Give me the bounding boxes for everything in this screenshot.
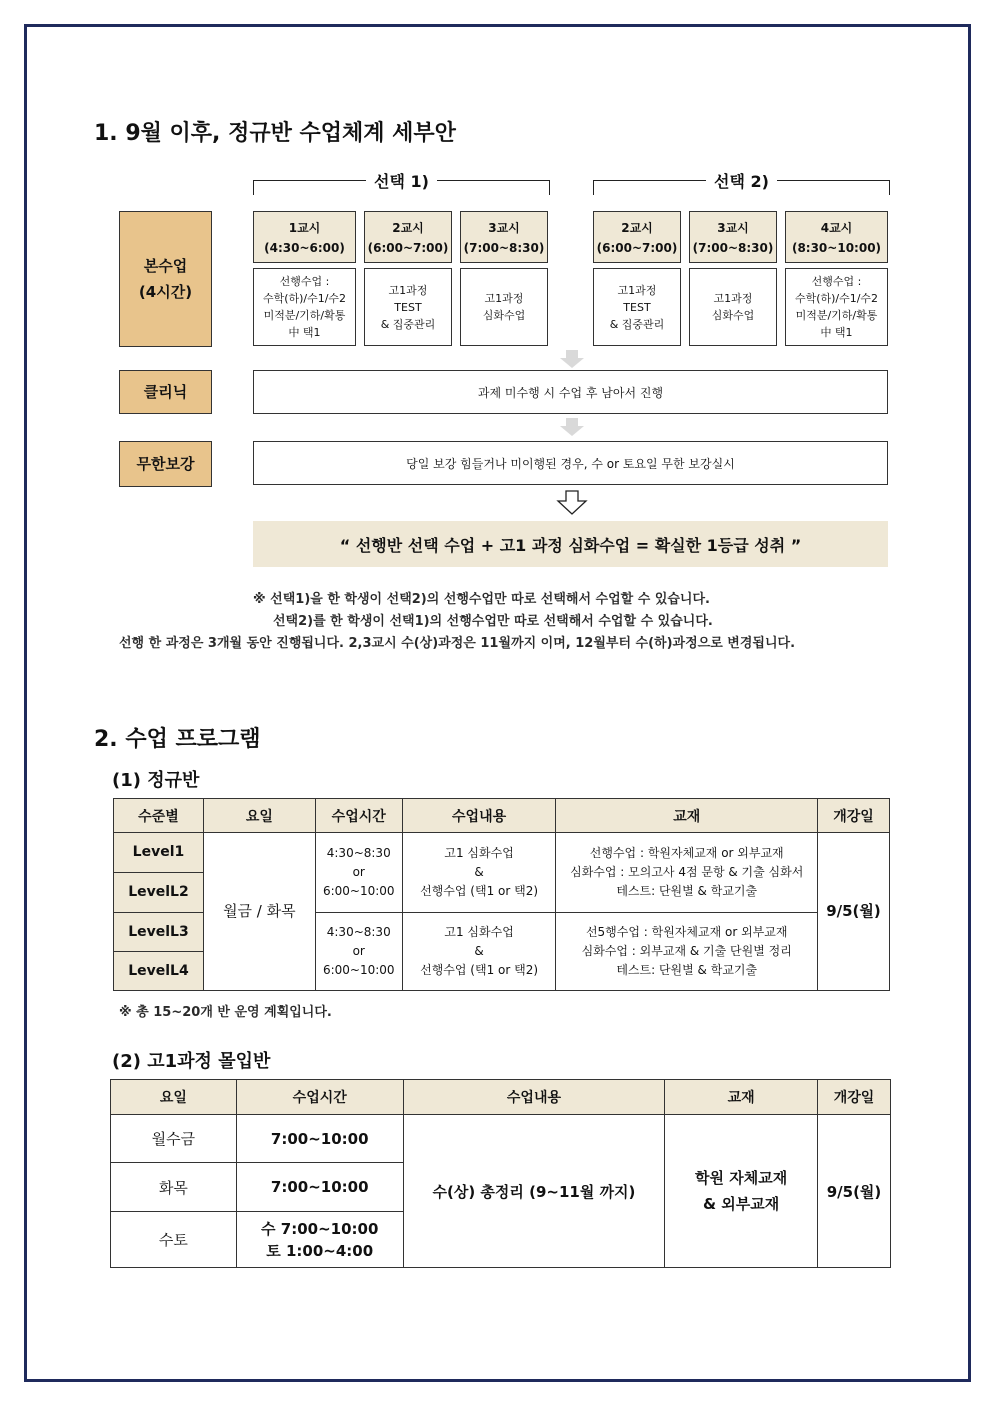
immersion-class-title: (2) 고1과정 몰입반	[112, 1051, 271, 1072]
book-cell: 학원 자체교재 & 외부교재	[665, 1115, 818, 1268]
col-header: 수업내용	[402, 799, 556, 833]
time-cell: 수 7:00~10:00 토 1:00~4:00	[236, 1212, 403, 1268]
period-content: 고1과정 심화수업	[689, 268, 777, 346]
book-cell: 선5행수업 : 학원자체교재 or 외부교재 심화수업 : 외부교재 & 기출 단원별 정리 테스트: 단원별 & 학교기출	[556, 913, 818, 991]
clinic-text: 과제 미수행 시 수업 후 남아서 진행	[253, 370, 888, 414]
period-content: 선행수업 : 수학(하)/수1/수2 미적분/기하/확통 中 택1	[785, 268, 888, 346]
period-header: 1교시 (4:30~6:00)	[253, 211, 356, 263]
period-header: 4교시 (8:30~10:00)	[785, 211, 888, 263]
day-cell: 월수금	[111, 1115, 237, 1163]
col-header: 교재	[556, 799, 818, 833]
col-header: 수업내용	[403, 1080, 665, 1115]
period-header: 2교시 (6:00~7:00)	[364, 211, 452, 263]
level-cell: LevelL3	[114, 913, 204, 952]
section2-title: 2. 수업 프로그램	[94, 727, 261, 752]
period-header: 3교시 (7:00~8:30)	[460, 211, 548, 263]
regular-class-table	[113, 798, 890, 991]
period-header: 3교시 (7:00~8:30)	[689, 211, 777, 263]
content-cell: 고1 심화수업 & 선행수업 (택1 or 택2)	[402, 913, 556, 991]
clinic-label: 클리닉	[119, 370, 212, 414]
level-cell: Level1	[114, 833, 204, 873]
period-content: 선행수업 : 수학(하)/수1/수2 미적분/기하/확통 中 택1	[253, 268, 356, 346]
content-cell: 고1 심화수업 & 선행수업 (택1 or 택2)	[402, 833, 556, 913]
col-header: 수업시간	[236, 1080, 403, 1115]
time-cell: 4:30~8:30 or 6:00~10:00	[315, 913, 402, 991]
time-cell: 7:00~10:00	[236, 1163, 403, 1212]
banner: “ 선행반 선택 수업 + 고1 과정 심화수업 = 확실한 1등급 성취 ”	[253, 521, 888, 567]
down-arrow-icon	[560, 426, 584, 436]
section1-title: 1. 9월 이후, 정규반 수업체계 세부안	[94, 121, 456, 146]
down-arrow-icon	[566, 418, 578, 426]
choice1-bracket	[253, 172, 550, 195]
plan-note: ※ 총 15~20개 반 운영 계획입니다.	[119, 1005, 332, 1020]
period-content: 고1과정 TEST & 집중관리	[364, 268, 452, 346]
day-cell: 수토	[111, 1212, 237, 1268]
note-line: 선택2)를 한 학생이 선택1)의 선행수업만 따로 선택해서 수업할 수 있습니다.	[273, 614, 713, 629]
level-cell: LevelL2	[114, 873, 204, 913]
choice1-label: 선택 1)	[366, 169, 437, 192]
col-header: 수업시간	[315, 799, 402, 833]
content-cell: 수(상) 총정리 (9~11월 까지)	[403, 1115, 665, 1268]
down-arrow-outline-icon	[556, 490, 588, 516]
col-header: 요일	[203, 799, 315, 833]
immersion-class-table	[110, 1079, 891, 1268]
col-header: 개강일	[818, 1080, 891, 1115]
col-header: 수준별	[114, 799, 204, 833]
book-cell: 선행수업 : 학원자체교재 or 외부교재 심화수업 : 모의고사 4점 문항 & 기출 심화서 테스트: 단원별 & 학교기출	[556, 833, 818, 913]
note-line: ※ 선택1)을 한 학생이 선택2)의 선행수업만 따로 선택해서 수업할 수 있습니다.	[253, 592, 710, 607]
down-arrow-icon	[560, 358, 584, 368]
time-cell: 4:30~8:30 or 6:00~10:00	[315, 833, 402, 913]
period-content: 고1과정 심화수업	[460, 268, 548, 346]
regular-class-title: (1) 정규반	[112, 770, 200, 791]
choice2-label: 선택 2)	[706, 169, 777, 192]
col-header: 교재	[665, 1080, 818, 1115]
period-header: 2교시 (6:00~7:00)	[593, 211, 681, 263]
makeup-text: 당일 보강 힘들거나 미이행된 경우, 수 or 토요일 무한 보강실시	[253, 441, 888, 485]
start-date-cell: 9/5(월)	[817, 833, 889, 991]
time-cell: 7:00~10:00	[236, 1115, 403, 1163]
col-header: 개강일	[817, 799, 889, 833]
down-arrow-icon	[566, 350, 578, 358]
day-cell: 월금 / 화목	[203, 833, 315, 991]
period-content: 고1과정 TEST & 집중관리	[593, 268, 681, 346]
level-cell: LevelL4	[114, 952, 204, 991]
day-cell: 화목	[111, 1163, 237, 1212]
main-class-label: 본수업 (4시간)	[119, 211, 212, 347]
makeup-label: 무한보강	[119, 441, 212, 487]
choice2-bracket	[593, 172, 890, 195]
col-header: 요일	[111, 1080, 237, 1115]
start-date-cell: 9/5(월)	[818, 1115, 891, 1268]
note-line: 선행 한 과정은 3개월 동안 진행됩니다. 2,3교시 수(상)과정은 11월까지 이며, 12월부터 수(하)과정으로 변경됩니다.	[119, 636, 796, 651]
